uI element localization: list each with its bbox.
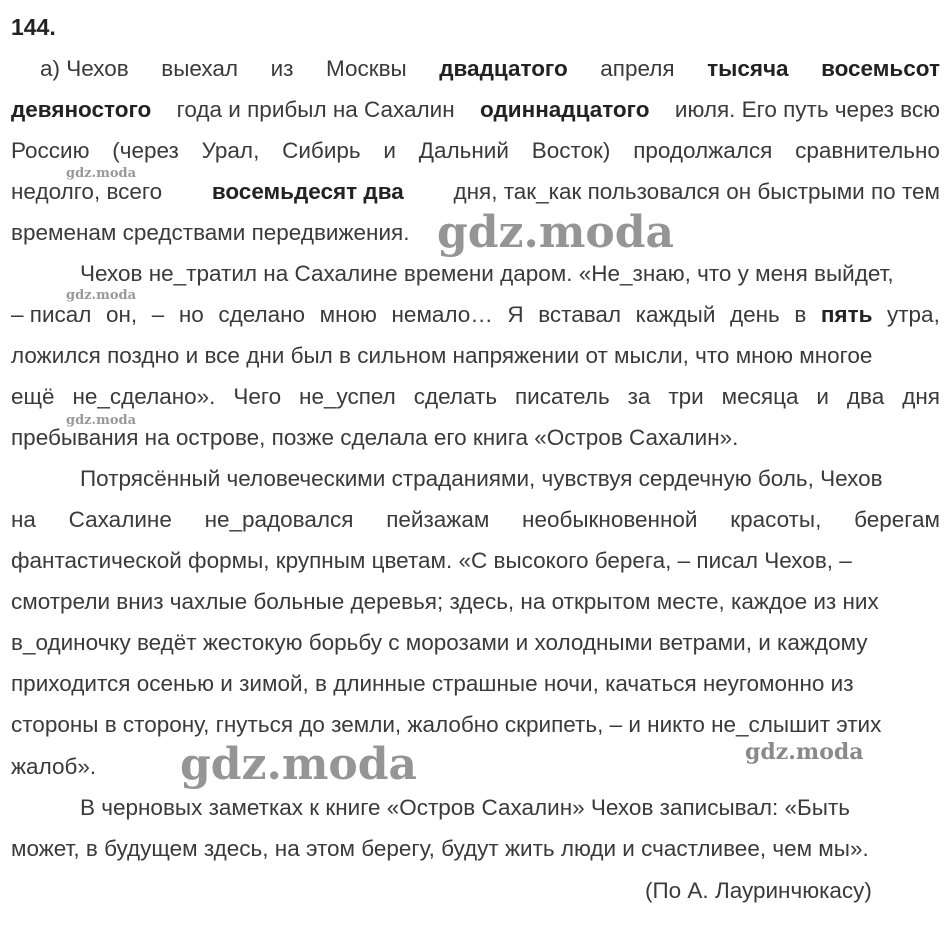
text-line-20: может, в будущем здесь, на этом берегу, будут жить люди и счастливее, чем мы».: [11, 836, 869, 861]
text-line-12: на Сахалине не_радовался пейзажам необыкновенной красоты, берегам: [11, 507, 940, 532]
text-line-17: стороны в сторону, гнуться до земли, жалобно скрипеть, – и никто не_слышит этих: [11, 712, 882, 737]
text-line-1: а) Чехов выехал из Москвы двадцатого апреля тысяча восемьсот: [40, 56, 940, 81]
text-line-3: Россию (через Урал, Сибирь и Дальний Восток) продолжался сравнительно: [11, 138, 940, 163]
text-line-16: приходится осенью и зимой, в длинные страшные ночи, качаться неугомонно из: [11, 671, 854, 696]
watermark-medium: gdz.moda: [745, 739, 864, 765]
watermark-small: gdz.moda: [66, 166, 137, 181]
text-line-5: временам средствами передвижения.: [11, 220, 410, 245]
text-line-15: в_одиночку ведёт жестокую борьбу с морозами и холодными ветрами, и каждому: [11, 630, 868, 655]
exercise-number: 144.: [11, 14, 56, 40]
text-line-18: жалоб».: [11, 754, 97, 779]
text-line-8: ложился поздно и все дни был в сильном напряжении от мысли, что мною многое: [11, 343, 873, 368]
text-line-11: Потрясённый человеческими страданиями, чувствуя сердечную боль, Чехов: [80, 466, 883, 491]
text-line-14: смотрели вниз чахлые больные деревья; здесь, на открытом месте, каждое из них: [11, 589, 879, 614]
watermark-large: gdz.moda: [180, 739, 418, 790]
text-line-10: пребывания на острове, позже сделала его книга «Остров Сахалин».: [11, 425, 739, 450]
text-line-9: ещё не_сделано». Чего не_успел сделать писатель за три месяца и два дня: [11, 384, 940, 409]
text-line-13: фантастической формы, крупным цветам. «С высокого берега, – писал Чехов, –: [11, 548, 852, 573]
source-attribution: (По А. Лауринчюкасу): [645, 878, 872, 903]
text-line-7: – писал он, – но сделано мною немало… Я вставал каждый день в пять утра,: [11, 302, 940, 327]
text-line-4: недолго, всего восемьдесят два дня, так_как пользовался он быстрыми по тем: [11, 179, 940, 204]
text-line-6: Чехов не_тратил на Сахалине времени даром. «Не_знаю, что у меня выйдет,: [80, 261, 894, 286]
watermark-large: gdz.moda: [437, 207, 675, 258]
watermark-small: gdz.moda: [66, 413, 137, 428]
text-line-2: девяностого года и прибыл на Сахалин одиннадцатого июля. Его путь через всю: [11, 97, 940, 122]
watermark-small: gdz.moda: [66, 288, 137, 303]
text-line-19: В черновых заметках к книге «Остров Сахалин» Чехов записывал: «Быть: [80, 795, 850, 820]
